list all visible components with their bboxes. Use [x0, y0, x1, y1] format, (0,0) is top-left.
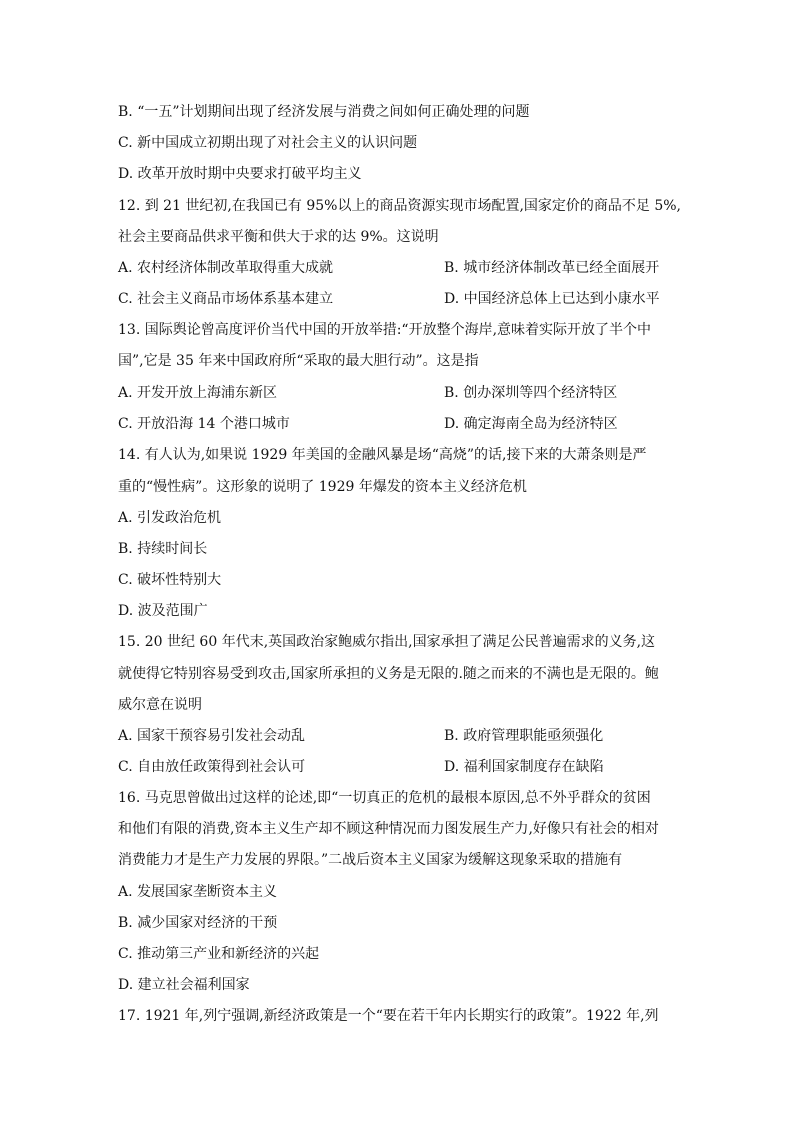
q15-stem-line-1: 15. 20 世纪 60 年代末,英国政治家鲍威尔指出,国家承担了满足公民普遍需求的义务,这	[118, 634, 656, 650]
q12-stem-line-1: 12. 到 21 世纪初,在我国已有 95%以上的商品资源实现市场配置,国家定价的商品不足 5%,	[118, 198, 682, 214]
q12-option-b: B. 城市经济体制改革已经全面展开	[444, 260, 660, 276]
q16-option-c: C. 推动第三产业和新经济的兴起	[118, 946, 320, 962]
q14-option-b: B. 持续时间长	[118, 541, 208, 557]
q16-stem-line-3: 消费能力才是生产力发展的界限。”二战后资本主义国家为缓解这现象采取的措施有	[118, 852, 623, 868]
q12-option-d: D. 中国经济总体上已达到小康水平	[444, 291, 660, 307]
q13-stem-line-1: 13. 国际舆论曾高度评价当代中国的开放举措:“开放整个海岸,意味着实际开放了半个中	[118, 322, 652, 338]
q16-stem-line-2: 和他们有限的消费,资本主义生产却不顾这种情况而力图发展生产力,好像只有社会的相对	[118, 821, 659, 837]
q14-option-d: D. 波及范围广	[118, 603, 208, 619]
q16-option-d: D. 建立社会福利国家	[118, 977, 250, 993]
q15-option-d: D. 福利国家制度存在缺陷	[444, 759, 604, 775]
q16-option-b: B. 减少国家对经济的干预	[118, 915, 278, 931]
q13-options-row-2	[118, 414, 678, 434]
q12-stem-line-2: 社会主要商品供求平衡和供大于求的达 9%。这说明	[118, 229, 439, 245]
q13-stem-line-2: 国”,它是 35 年来中国政府所“采取的最大胆行动”。这是指	[118, 353, 479, 369]
q13-options-row-1	[118, 383, 678, 403]
q14-option-c: C. 破坏性特别大	[118, 572, 222, 588]
q12-option-c: C. 社会主义商品市场体系基本建立	[118, 291, 334, 307]
q15-option-b: B. 政府管理职能亟须强化	[444, 728, 604, 744]
q11-option-b: B. “一五”计划期间出现了经济发展与消费之间如何正确处理的问题	[118, 104, 530, 120]
q16-option-a: A. 发展国家垄断资本主义	[118, 884, 278, 900]
q13-option-a: A. 开发开放上海浦东新区	[118, 385, 278, 401]
q14-stem-line-2: 重的“慢性病”。这形象的说明了 1929 年爆发的资本主义经济危机	[118, 479, 527, 495]
q15-option-c: C. 自由放任政策得到社会认可	[118, 759, 306, 775]
q17-stem-line-1: 17. 1921 年,列宁强调,新经济政策是一个“要在若干年内长期实行的政策”。1922 年,列	[118, 1008, 659, 1024]
q12-options-row-2	[118, 289, 678, 309]
q11-option-c: C. 新中国成立初期出现了对社会主义的认识问题	[118, 135, 418, 151]
q15-stem-line-2: 就使得它特别容易受到攻击,国家所承担的义务是无限的.随之而来的不满也是无限的。鲍	[118, 666, 659, 682]
q11-option-d: D. 改革开放时期中央要求打破平均主义	[118, 166, 362, 182]
q14-option-a: A. 引发政治危机	[118, 510, 222, 526]
q15-option-a: A. 国家干预容易引发社会动乱	[118, 728, 306, 744]
q16-stem-line-1: 16. 马克思曾做出过这样的论述,即“一切真正的危机的最根本原因,总不外乎群众的贫困	[118, 790, 651, 806]
q15-options-row-1	[118, 726, 678, 746]
q12-option-a: A. 农村经济体制改革取得重大成就	[118, 260, 334, 276]
q13-option-c: C. 开放沿海 14 个港口城市	[118, 416, 290, 432]
q13-option-d: D. 确定海南全岛为经济特区	[444, 416, 618, 432]
q14-stem-line-1: 14. 有人认为,如果说 1929 年美国的金融风暴是场“高烧”的话,接下来的大萧条则是严	[118, 447, 647, 463]
q13-option-b: B. 创办深圳等四个经济特区	[444, 385, 618, 401]
q15-stem-line-3: 威尔意在说明	[118, 697, 202, 713]
q12-options-row-1	[118, 258, 678, 278]
q15-options-row-2	[118, 757, 678, 777]
